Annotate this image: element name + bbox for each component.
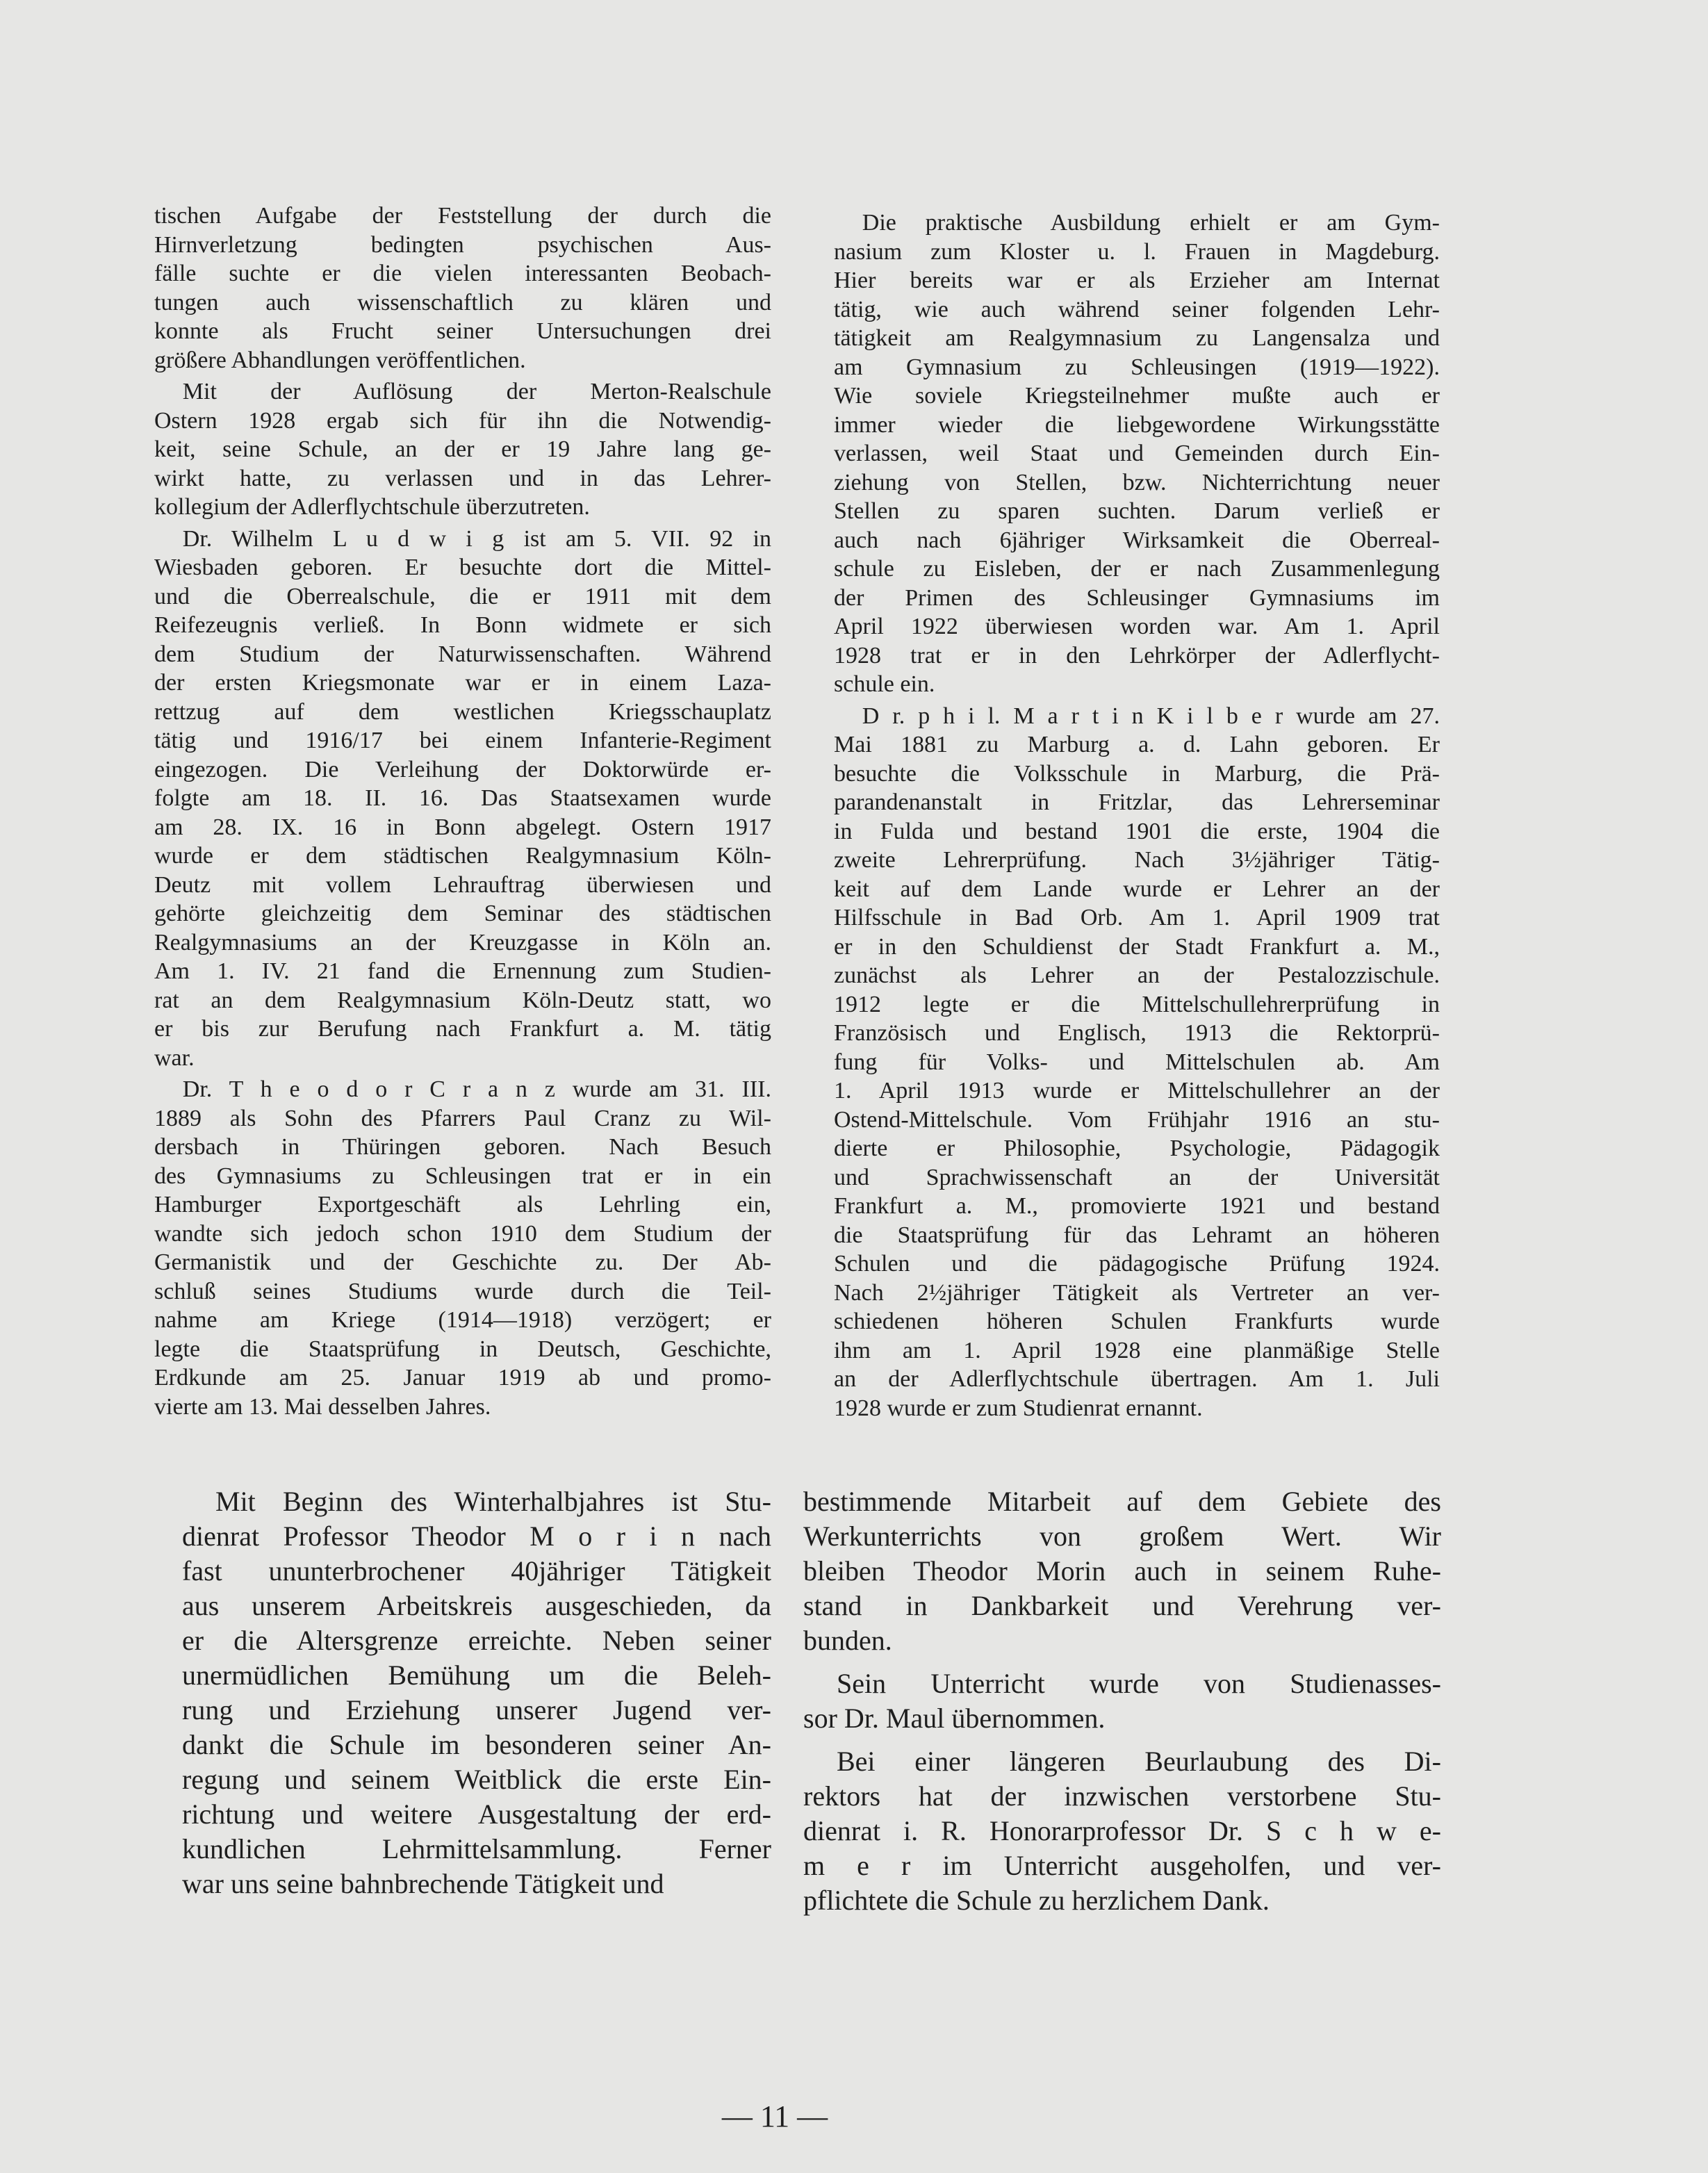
paragraph: [803, 1744, 1441, 1918]
text-line: schluß seines Studiums wurde durch die Teil-: [154, 1278, 771, 1304]
text-line: besuchte die Volksschule in Marburg, die Prä-: [834, 760, 1440, 787]
text-line: Ostend-Mittelschule. Vom Frühjahr 1916 an stu-: [834, 1106, 1440, 1133]
text-line: Hilfsschule in Bad Orb. Am 1. April 1909 trat: [834, 905, 1440, 930]
text-line: tätig, wie auch während seiner folgenden Lehr-: [834, 296, 1440, 322]
paragraph: [803, 1484, 1441, 1658]
text-line: Germanistik und der Geschichte zu. Der Ab-: [154, 1249, 771, 1275]
text-line: bunden.: [803, 1625, 892, 1656]
text-line: Hier bereits war er als Erzieher am Internat: [834, 268, 1440, 293]
text-line: richtung und weitere Ausgestaltung der erd-: [182, 1798, 771, 1830]
text-line: legte die Staatsprüfung in Deutsch, Geschichte,: [154, 1336, 771, 1362]
text-line: ihm am 1. April 1928 eine planmäßige Stelle: [834, 1337, 1440, 1363]
text-line: ziehung von Stellen, bzw. Nichterrichtung neuer: [834, 469, 1440, 495]
text-line: 1. April 1913 wurde er Mittelschullehrer an der: [834, 1078, 1440, 1104]
text-line: stand in Dankbarkeit und Verehrung ver-: [803, 1590, 1441, 1621]
paragraph: [154, 202, 771, 375]
bottom-left-column: [182, 1484, 771, 1901]
text-line: dankt die Schule im besonderen seiner An-: [182, 1729, 771, 1760]
text-line: regung und seinem Weitblick die erste Ein-: [182, 1764, 771, 1795]
text-line: bestimmende Mitarbeit auf dem Gebiete des: [803, 1486, 1441, 1517]
top-left-column: [154, 202, 771, 1421]
text-line: wurde er dem städtischen Realgymnasium Köln-: [154, 843, 771, 869]
text-line: Sein Unterricht wurde von Studienasses-: [837, 1668, 1441, 1699]
text-line: Wiesbaden geboren. Er besuchte dort die Mittel-: [154, 555, 771, 580]
text-line: bleiben Theodor Morin auch in seinem Ruhe-: [803, 1555, 1441, 1586]
text-line: fast ununterbrochener 40jähriger Tätigkeit: [182, 1555, 771, 1586]
text-line: war uns seine bahnbrechende Tätigkeit und: [182, 1868, 664, 1899]
text-line: Realgymnasiums an der Kreuzgasse in Köln an.: [154, 929, 771, 956]
bottom-right-column: [803, 1484, 1441, 1918]
paragraph: [834, 208, 1440, 699]
text-line: kollegium der Adlerflychtschule überzutreten.: [154, 494, 590, 520]
text-line: keit, seine Schule, an der er 19 Jahre lang ge-: [154, 436, 771, 462]
text-line: Wie soviele Kriegsteilnehmer mußte auch er: [834, 383, 1440, 409]
text-line: Französisch und Englisch, 1913 die Rektorprü-: [834, 1020, 1440, 1046]
text-line: immer wieder die liebgewordene Wirkungsstätte: [834, 411, 1440, 438]
text-line: fälle suchte er die vielen interessanten Beobach-: [154, 261, 771, 286]
text-line: dierte er Philosophie, Psychologie, Pädagogik: [834, 1135, 1440, 1161]
text-line: 1889 als Sohn des Pfarrers Paul Cranz zu Wil-: [154, 1105, 771, 1131]
text-line: Ostern 1928 ergab sich für ihn die Notwendig-: [154, 407, 771, 434]
text-line: Deutz mit vollem Lehrauftrag überwiesen und: [154, 871, 771, 898]
text-line: sor Dr. Maul übernommen.: [803, 1703, 1106, 1734]
text-line: die Staatsprüfung für das Lehramt an höheren: [834, 1222, 1440, 1248]
text-line: er in den Schuldienst der Stadt Frankfurt a. M.,: [834, 933, 1440, 960]
top-right-column: [834, 208, 1440, 1422]
text-line: aus unserem Arbeitskreis ausgeschieden, da: [182, 1590, 771, 1621]
text-line: auch nach 6jähriger Wirksamkeit die Oberreal-: [834, 527, 1440, 553]
text-line: tätigkeit am Realgymnasium zu Langensalza und: [834, 325, 1440, 351]
text-line: folgte am 18. II. 16. Das Staatsexamen wurde: [154, 785, 771, 811]
text-line: an der Adlerflychtschule übertragen. Am 1. Juli: [834, 1366, 1440, 1392]
text-line: war.: [154, 1044, 195, 1071]
text-line: parandenanstalt in Fritzlar, das Lehrerseminar: [834, 789, 1440, 815]
text-line: Mit der Auflösung der Merton-Realschule: [182, 379, 771, 404]
text-line: eingezogen. Die Verleihung der Doktorwürde er-: [154, 756, 771, 782]
text-line: Hirnverletzung bedingten psychischen Aus-: [154, 231, 771, 258]
paragraph: [182, 1484, 771, 1901]
text-line: er bis zur Berufung nach Frankfurt a. M. tätig: [154, 1016, 771, 1042]
text-line: des Gymnasiums zu Schleusingen trat er in ein: [154, 1163, 771, 1189]
text-line: schule ein.: [834, 671, 935, 697]
text-line: 1912 legte er die Mittelschullehrerprüfung in: [834, 991, 1440, 1017]
text-line: Die praktische Ausbildung erhielt er am Gym-: [862, 210, 1440, 236]
text-line: verlassen, weil Staat und Gemeinden durch Ein-: [834, 441, 1440, 466]
text-line: schiedenen höheren Schulen Frankfurts wurde: [834, 1309, 1440, 1334]
text-line: dersbach in Thüringen geboren. Nach Besuch: [154, 1134, 771, 1160]
text-line: rung und Erziehung unserer Jugend ver-: [182, 1694, 771, 1725]
text-line: zweite Lehrerprüfung. Nach 3½jähriger Tätig-: [834, 847, 1440, 873]
text-line: Dr. Wilhelm L u d w i g ist am 5. VII. 92 in: [182, 525, 771, 552]
text-line: Mai 1881 zu Marburg a. d. Lahn geboren. Er: [834, 732, 1440, 757]
text-line: Stellen zu sparen suchten. Darum verließ er: [834, 498, 1440, 524]
text-line: dem Studium der Naturwissenschaften. Während: [154, 641, 771, 667]
text-line: 1928 wurde er zum Studienrat ernannt.: [834, 1395, 1203, 1421]
text-line: Dr. T h e o d o r C r a n z wurde am 31. III.: [182, 1076, 771, 1102]
paragraph: [803, 1666, 1441, 1736]
text-line: D r. p h i l. M a r t i n K i l b e r wurde am 27.: [862, 703, 1440, 729]
text-line: der ersten Kriegsmonate war er in einem Laza-: [154, 670, 771, 696]
paragraph: [834, 702, 1440, 1423]
text-line: rektors hat der inzwischen verstorbene Stu-: [803, 1780, 1441, 1812]
text-line: pflichtete die Schule zu herzlichem Dank.: [803, 1885, 1270, 1916]
text-line: rat an dem Realgymnasium Köln-Deutz statt, wo: [154, 987, 771, 1013]
paragraph: [154, 1075, 771, 1421]
text-line: Mit Beginn des Winterhalbjahres ist Stu-: [215, 1486, 771, 1517]
text-line: Am 1. IV. 21 fand die Ernennung zum Studien-: [154, 958, 771, 984]
text-line: 1928 trat er in den Lehrkörper der Adlerflycht-: [834, 642, 1440, 669]
text-line: keit auf dem Lande wurde er Lehrer an der: [834, 876, 1440, 902]
text-line: Erdkunde am 25. Januar 1919 ab und promo-: [154, 1365, 771, 1391]
text-line: zunächst als Lehrer an der Pestalozzischule.: [834, 962, 1440, 988]
text-line: Nach 2½jähriger Tätigkeit als Vertreter an ver-: [834, 1279, 1440, 1306]
text-line: Reifezeugnis verließ. In Bonn widmete er sich: [154, 612, 771, 638]
text-line: Bei einer längeren Beurlaubung des Di-: [837, 1746, 1441, 1777]
page-number: — 11 —: [721, 2099, 828, 2133]
text-line: nasium zum Kloster u. l. Frauen in Magdeburg.: [834, 238, 1440, 265]
text-line: Werkunterrichts von großem Wert. Wir: [803, 1520, 1441, 1552]
text-line: dienrat Professor Theodor M o r i n nach: [182, 1520, 771, 1552]
text-line: Frankfurt a. M., promovierte 1921 und bestand: [834, 1193, 1440, 1219]
text-line: wandte sich jedoch schon 1910 dem Studium der: [154, 1220, 771, 1247]
text-line: gehörte gleichzeitig dem Seminar des städtischen: [154, 901, 771, 926]
text-line: tungen auch wissenschaftlich zu klären und: [154, 289, 771, 315]
text-line: tischen Aufgabe der Feststellung der durch die: [154, 203, 771, 229]
text-line: konnte als Frucht seiner Untersuchungen drei: [154, 318, 771, 344]
text-line: größere Abhandlungen veröffentlichen.: [154, 347, 526, 373]
text-line: nahme am Kriege (1914—1918) verzögert; er: [154, 1307, 771, 1333]
text-line: wirkt hatte, zu verlassen und in das Lehrer-: [154, 465, 771, 491]
text-line: m e r im Unterricht ausgeholfen, und ver-: [803, 1850, 1441, 1881]
text-line: tätig und 1916/17 bei einem Infanterie-Regiment: [154, 728, 771, 753]
paragraph: [154, 377, 771, 522]
text-line: Schulen und die pädagogische Prüfung 1924.: [834, 1251, 1440, 1277]
text-line: dienrat i. R. Honorarprofessor Dr. S c h w e-: [803, 1815, 1441, 1846]
paragraph: [154, 525, 771, 1073]
text-line: vierte am 13. Mai desselben Jahres.: [154, 1393, 491, 1420]
text-line: und die Oberrealschule, die er 1911 mit dem: [154, 583, 771, 609]
text-line: am 28. IX. 16 in Bonn abgelegt. Ostern 1917: [154, 814, 771, 840]
text-line: er die Altersgrenze erreichte. Neben seiner: [182, 1625, 771, 1656]
text-line: fung für Volks- und Mittelschulen ab. Am: [834, 1049, 1440, 1075]
text-line: unermüdlichen Bemühung um die Beleh-: [182, 1659, 771, 1691]
text-line: Hamburger Exportgeschäft als Lehrling ein,: [154, 1192, 771, 1217]
text-line: April 1922 überwiesen worden war. Am 1. April: [834, 614, 1440, 639]
text-line: und Sprachwissenschaft an der Universität: [834, 1164, 1440, 1190]
text-line: kundlichen Lehrmittelsammlung. Ferner: [182, 1833, 771, 1864]
text-line: der Primen des Schleusinger Gymnasiums im: [834, 584, 1440, 611]
text-line: schule zu Eisleben, der er nach Zusammenlegung: [834, 556, 1440, 582]
text-line: in Fulda und bestand 1901 die erste, 1904 die: [834, 818, 1440, 844]
text-line: am Gymnasium zu Schleusingen (1919—1922).: [834, 354, 1440, 380]
text-line: rettzug auf dem westlichen Kriegsschauplatz: [154, 698, 771, 725]
